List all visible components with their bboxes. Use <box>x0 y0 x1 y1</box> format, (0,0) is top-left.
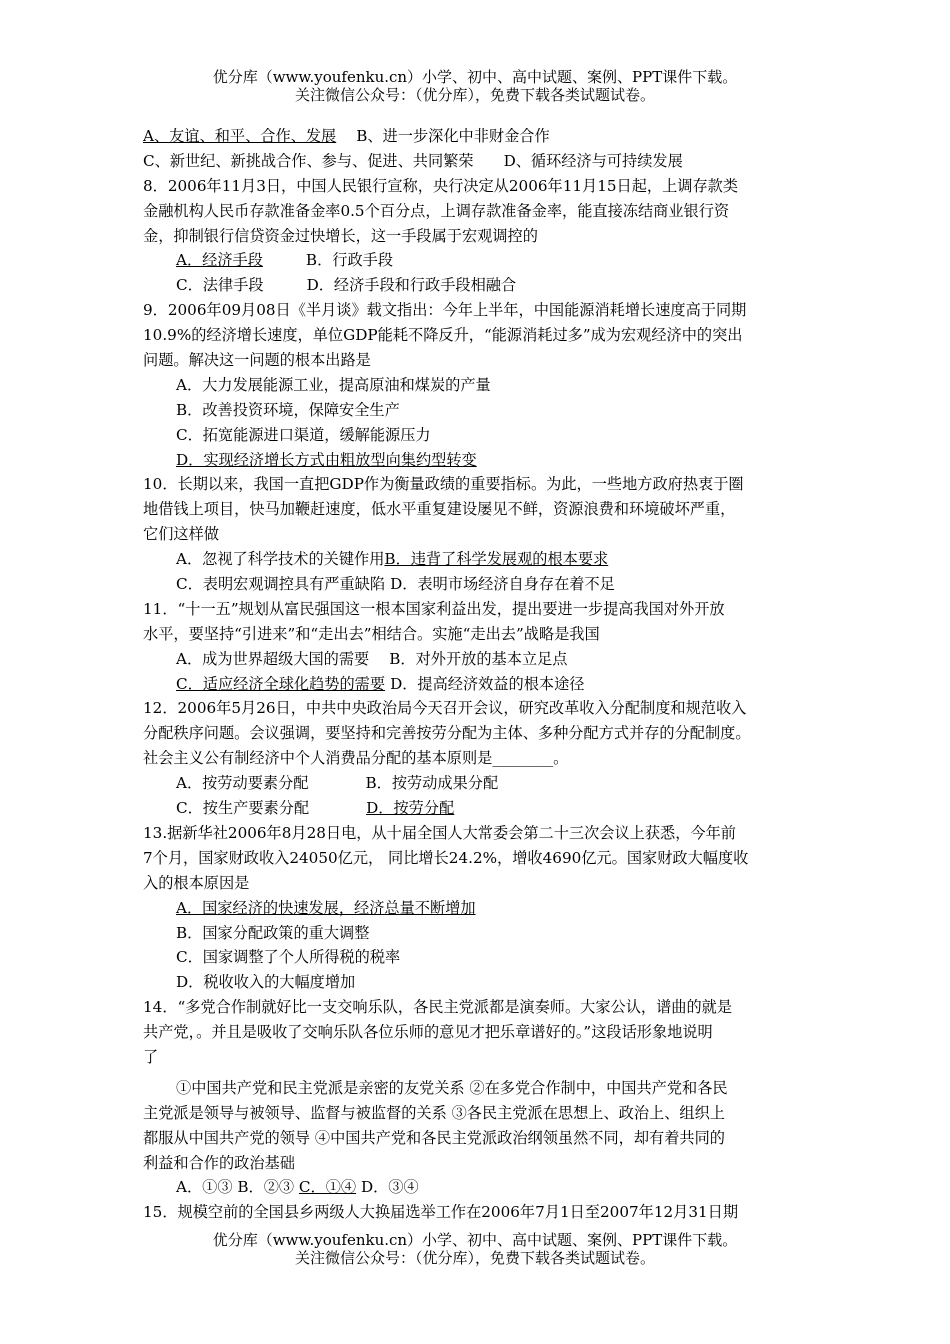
q13-option-b: B．国家分配政策的重大调整 <box>176 923 370 942</box>
q12-option-a: A．按劳动要素分配 <box>176 774 309 793</box>
q12-options-row-2 <box>143 796 815 821</box>
q13-stem-line-1: 13.据新华社2006年8月28日电，从十届全国人大常委会第二十三次会议上获悉，今年前 <box>143 823 736 842</box>
q12-option-c: C．按生产要素分配 <box>176 799 310 818</box>
q15-stem-line-1: 15．规模空前的全国县乡两级人大换届选举工作在2006年7月1日至2007年12月31日期 <box>143 1203 739 1222</box>
q11-options-row-2 <box>143 672 815 697</box>
q14-stem-line-1: 14．“多党合作制就好比一支交响乐队，各民主党派都是演奏师。大家公认，谱曲的就是 <box>143 998 733 1017</box>
q7-option-c: C、新世纪、新挑战合作、参与、促进、共同繁荣 <box>143 151 474 170</box>
q10-stem-line-2: 地借钱上项目，快马加鞭赶速度，低水平重复建设屡见不鲜，资源浪费和环境破坏严重， <box>143 500 736 519</box>
q8-option-c: C．法律手段 <box>176 276 264 295</box>
q12-stem-line-2: 分配秩序问题。会议强调，要坚持和完善按劳分配为主体、多种分配方式并存的分配制度。 <box>143 724 751 743</box>
q10-options-row-2 <box>143 572 815 597</box>
q7-options-row-1 <box>143 124 815 149</box>
q11-option-b: B．对外开放的基本立足点 <box>389 649 568 668</box>
q12-option-d: D．按劳分配 <box>366 799 455 818</box>
q10-option-b: B．违背了科学发展观的根本要求 <box>384 550 609 569</box>
q7-option-a: A、友谊、和平、合作、发展 <box>143 127 337 145</box>
q7-options-row-2 <box>143 149 815 174</box>
q8-options-row-2 <box>143 273 815 298</box>
q11-stem-line-2: 水平，要坚持“引进来”和“走出去”相结合。实施“走出去”战略是我国 <box>143 624 600 643</box>
q8-stem-line-2: 金融机构人民币存款准备金率0.5个百分点，上调存款准备金率，能直接冻结商业银行资 <box>143 201 730 220</box>
q13-option-a: A．国家经济的快速发展，经济总量不断增加 <box>176 898 476 917</box>
q9-option-a: A．大力发展能源工业，提高原油和煤炭的产量 <box>176 375 491 394</box>
q9-option-b: B．改善投资环境，保障安全生产 <box>176 400 400 419</box>
q13-option-c: C．国家调整了个人所得税的税率 <box>176 948 401 967</box>
q13-stem-line-2: 7个月，国家财政收入24050亿元， 同比增长24.2%，增收4690亿元。国家财政大幅度收 <box>143 848 749 867</box>
q8-options-row-1 <box>143 248 815 273</box>
q8-stem-line-1: 8．2006年11月3日，中国人民银行宣称，央行决定从2006年11月15日起，上调存款类 <box>143 176 739 195</box>
q10-options-row-1 <box>143 547 815 572</box>
footer-line-1: 优分库（www.youfenku.cn）小学、初中、高中试题、案例、PPT课件下载。 <box>212 1231 738 1249</box>
q13-stem-line-3: 入的根本原因是 <box>143 873 250 892</box>
footer-line-2: 关注微信公众号：（优分库），免费下载各类试题试卷。 <box>294 1249 655 1267</box>
q10-option-d: D．表明市场经济自身存在着不足 <box>390 575 615 594</box>
q9-stem-line-1: 9．2006年09月08日《半月谈》载文指出：今年上半年，中国能源消耗增长速度高于同期 <box>143 301 747 320</box>
q14-option-d: D．③④ <box>360 1178 419 1197</box>
q9-option-d: D．实现经济增长方式由粗放型向集约型转变 <box>176 450 477 469</box>
q11-stem-line-1: 11．“十一五”规划从富民强国这一根本国家利益出发，提出要进一步提高我国对外开放 <box>143 599 725 618</box>
q10-option-c: C．表明宏观调控具有严重缺陷 <box>176 575 386 594</box>
q12-option-b: B．按劳动成果分配 <box>365 774 499 793</box>
q12-stem-line-3: 社会主义公有制经济中个人消费品分配的基本原则是________。 <box>143 749 569 768</box>
q14-statements-line-2: 主党派是领导与被领导、监督与被监督的关系 ③各民主党派在思想上、政治上、组织上 <box>143 1103 725 1122</box>
q8-option-b: B．行政手段 <box>305 251 394 270</box>
q8-stem-line-3: 金，抑制银行信贷资金过快增长，这一手段属于宏观调控的 <box>143 226 538 245</box>
header-line-1: 优分库（www.youfenku.cn）小学、初中、高中试题、案例、PPT课件下载。 <box>212 68 738 86</box>
q14-option-c: C．①④ <box>298 1178 357 1197</box>
q10-stem-line-1: 10．长期以来，我国一直把GDP作为衡量政绩的重要指标。为此，一些地方政府热衷于圈 <box>143 475 744 494</box>
page-header <box>0 68 950 104</box>
question-body <box>143 124 815 1225</box>
q9-stem-line-2: 10.9%的经济增长速度，单位GDP能耗不降反升，“能源消耗过多”成为宏观经济中的突出 <box>143 326 743 345</box>
q7-option-b: B、进一步深化中非财金合作 <box>356 127 550 145</box>
q14-option-a: A．①③ <box>176 1178 233 1197</box>
q8-option-d: D．经济手段和行政手段相融合 <box>306 276 517 295</box>
q9-option-c: C．拓宽能源进口渠道，缓解能源压力 <box>176 425 431 444</box>
q13-option-d: D．税收收入的大幅度增加 <box>176 973 356 992</box>
q14-statements-line-4: 利益和合作的政治基础 <box>143 1153 295 1172</box>
q10-option-a: A．忽视了科学技术的关键作用 <box>176 550 385 569</box>
q7-option-d: D、循环经济与可持续发展 <box>503 151 683 170</box>
q14-option-b: B．②③ <box>237 1178 295 1197</box>
q14-stem-line-3: 了 <box>143 1047 159 1066</box>
q11-option-c: C．适应经济全球化趋势的需要 <box>176 674 386 693</box>
q12-stem-line-1: 12．2006年5月26日，中共中央政治局今天召开会议，研究改革收入分配制度和规范收入 <box>143 699 747 718</box>
page-footer <box>0 1231 950 1267</box>
q14-options-row <box>143 1175 815 1200</box>
q11-option-d: D．提高经济效益的根本途径 <box>390 674 585 693</box>
q12-options-row-1 <box>143 771 815 796</box>
q11-option-a: A．成为世界超级大国的需要 <box>176 649 370 668</box>
q11-options-row-1 <box>143 647 815 672</box>
header-line-2: 关注微信公众号：（优分库），免费下载各类试题试卷。 <box>294 86 655 104</box>
q14-stem-line-2: 共产党，。并且是吸收了交响乐队各位乐师的意见才把乐章谱好的。”这段话形象地说明 <box>143 1023 713 1042</box>
q14-statements-line-1: ①中国共产党和民主党派是亲密的友党关系 ②在多党合作制中，中国共产党和各民 <box>176 1078 728 1097</box>
q14-statements-line-3: 都服从中国共产党的领导 ④中国共产党和各民主党派政治纲领虽然不同，却有着共同的 <box>143 1128 725 1147</box>
q10-stem-line-3: 它们这样做 <box>143 525 219 544</box>
q9-stem-line-3: 问题。解决这一问题的根本出路是 <box>143 351 371 370</box>
q8-option-a: A．经济手段 <box>176 251 263 270</box>
